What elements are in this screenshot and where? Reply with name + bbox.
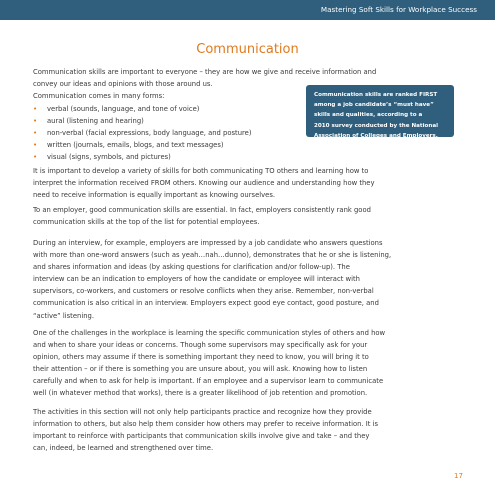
paragraph xyxy=(33,204,463,228)
communication-forms-list xyxy=(33,103,303,163)
page-number: 17 xyxy=(454,472,463,480)
paragraph-line: can, indeed, be learned and strengthened over time. xyxy=(33,444,214,453)
intro-line: Communication skills are important to everyone – they are how we give and receive information and xyxy=(33,68,377,76)
list-item-text: aural (listening and hearing) xyxy=(47,117,144,126)
list-item-text: visual (signs, symbols, and pictures) xyxy=(47,153,171,162)
bullet-icon: • xyxy=(33,141,38,150)
bullet-icon: • xyxy=(33,105,38,113)
list-item-text: verbal (sounds, language, and tone of voice) xyxy=(47,105,200,113)
paragraph-line: It is important to develop a variety of skills for both communicating TO others and learning how to xyxy=(33,167,369,175)
list-item xyxy=(33,127,303,139)
intro-line: Communication comes in many forms: xyxy=(33,92,165,101)
paragraph-line: “active” listening. xyxy=(33,311,95,320)
paragraph xyxy=(33,406,463,454)
paragraph-line: and when to share your ideas or concerns. Though some supervisors may specifically ask for your xyxy=(33,341,368,350)
paragraph-line: carefully and when to ask for help is important. If an employee and a supervisor learn to communicate xyxy=(33,377,384,386)
callout-line: among a job candidate’s “must have” xyxy=(314,102,434,109)
paragraph-line: interview can be an indication to employers of how the candidate or employee will interact with xyxy=(33,275,360,284)
paragraph-line: interpret the information received FROM others. Knowing our audience and understanding how they xyxy=(33,179,375,188)
paragraph-line: During an interview, for example, employers are impressed by a job candidate who answers questions xyxy=(33,239,383,247)
callout-line: Association of Colleges and Employers. xyxy=(314,132,438,139)
header-bar xyxy=(0,0,495,20)
callout-box xyxy=(306,85,454,137)
callout-line: skills and qualities, according to a xyxy=(314,112,423,119)
list-item xyxy=(33,151,303,163)
paragraph-line: important to reinforce with participants that communication skills involve give and take – and they xyxy=(33,432,370,441)
list-item xyxy=(33,103,303,115)
paragraph-line: their attention – or if there is something you are unsure about, you will ask. Knowing how to listen xyxy=(33,365,368,374)
bullet-icon: • xyxy=(33,117,38,126)
paragraph-line: communication skills at the top of the list for potential employees. xyxy=(33,218,260,227)
bullet-icon: • xyxy=(33,129,38,138)
paragraph-line: and shares information and ideas (by asking questions for clarification and/or follow-up). The xyxy=(33,263,350,272)
list-item xyxy=(33,139,303,151)
paragraph-line: with more than one-word answers (such as yeah…nah…dunno), demonstrates that he or she is listening, xyxy=(33,251,392,260)
bullet-icon: • xyxy=(33,153,38,162)
paragraph xyxy=(33,165,463,201)
header-title: Mastering Soft Skills for Workplace Success xyxy=(320,5,477,14)
paragraph-line: The activities in this section will not only help participants practice and recognize how they provide xyxy=(33,408,372,416)
callout-line: Communication skills are ranked FIRST xyxy=(314,92,438,98)
paragraph-line: supervisors, co-workers, and customers or resolve conflicts when they arise. Remember, non-verbal xyxy=(33,287,374,296)
list-item-text: non-verbal (facial expressions, body language, and posture) xyxy=(47,129,252,138)
paragraph-line: opinion, others may assume if there is something important they need to know, you will bring it to xyxy=(33,353,369,362)
paragraph-line: communication is also critical in an interview. Employers expect good eye contact, good posture, and xyxy=(33,299,379,308)
paragraph-line: need to receive information is equally important as knowing ourselves. xyxy=(33,191,276,200)
paragraph xyxy=(33,327,463,400)
paragraph-line: information to others, but also help them consider how others may prefer to receive information. It is xyxy=(33,420,379,429)
paragraph-line: To an employer, good communication skills are essential. In fact, employers consistently rank good xyxy=(33,206,371,214)
paragraph xyxy=(33,237,463,322)
intro-line: convey our ideas and opinions with those around us. xyxy=(33,80,213,89)
callout-line: 2010 survey conducted by the National xyxy=(314,122,439,129)
paragraph-line: well (in whatever method that works), there is a greater likelihood of job retention and promotion. xyxy=(33,389,368,398)
page-title: Communication xyxy=(196,42,299,57)
list-item xyxy=(33,115,303,127)
paragraph-line: One of the challenges in the workplace is learning the specific communication styles of others and how xyxy=(33,329,386,337)
list-item-text: written (journals, emails, blogs, and text messages) xyxy=(47,141,224,150)
